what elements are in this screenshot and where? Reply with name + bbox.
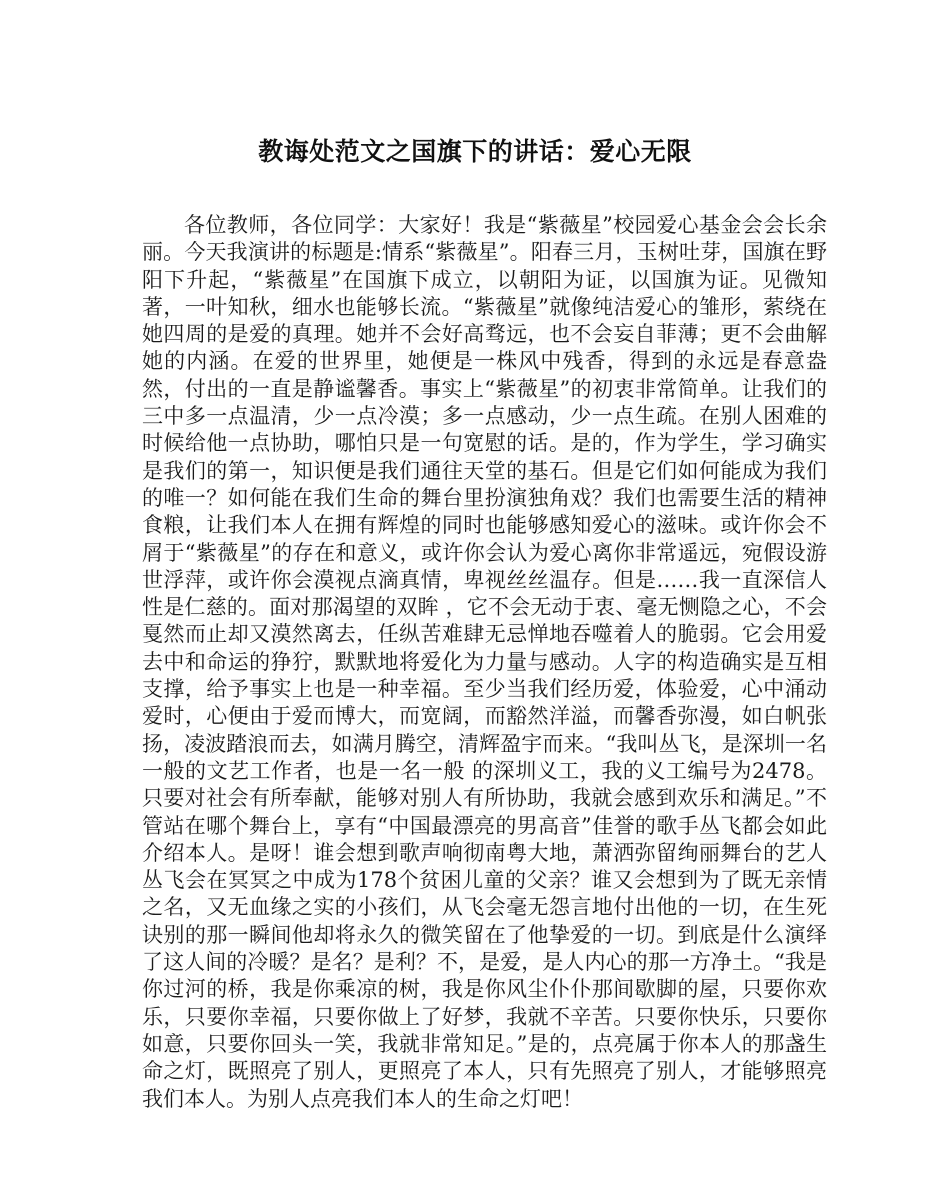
document-title: 教诲处范文之国旗下的讲话：爱心无限 [258, 137, 692, 166]
document-body-paragraph: 各位教师，各位同学：大家好！我是“紫薇星”校园爱心基金会会长余丽。今天我演讲的标题是:情系“紫薇星”。阳春三月，玉树吐芽，国旗在野阳下升起，“紫薇星”在国旗下成立，以朝阳为证，以国旗为证。见微知著，一叶知秋，细水也能够长流。“紫薇星”就像纯洁爱心的雏形，萦绕在她四周的是爱的真理。她并不会好高骛远，也不会妄自菲薄；更不会曲解她的内涵。在爱的世界里，她便是一株风中残香，得到的永远是春意盎然，付出的一直是静谧馨香。事实上“紫薇星”的初衷非常简单。让我们的三中多一点温清，少一点冷漠；多一点感动，少一点生疏。在别人困难的时候给他一点协助，哪怕只是一句宽慰的话。是的，作为学生，学习确实是我们的第一，知识便是我们通往天堂的基石。但是它们如何能成为我们的唯一？如何能在我们生命的舞台里扮演独角戏？我们也需要生活的精神食粮，让我们本人在拥有辉煌的同时也能够感知爱心的滋味。或许你会不屑于“紫薇星”的存在和意义，或许你会认为爱心离你非常遥远，宛假设游世浮萍，或许你会漠视点滴真情，卑视丝丝温存。但是……我一直深信人性是仁慈的。面对那渴望的双眸 ，它不会无动于衷、毫无恻隐之心，不会戛然而止却又漠然离去，任纵苦难肆无忌惮地吞噬着人的脆弱。它会用爱去中和命运的狰狞，默默地将爱化为力量与感动。人字的构造确实是互相支撑，给予事实上也是一种幸福。至少当我们经历爱，体验爱，心中涌动爱时，心便由于爱而博大，而宽阔，而豁然洋溢，而馨香弥漫，如白帆张扬，凌波踏浪而去，如满月腾空，清辉盈宇而来。“我叫丛飞，是深圳一名一般的文艺工作者，也是一名一般 的深圳义工，我的义工编号为2478。只要对社会有所奉献，能够对别人有所协助，我就会感到欢乐和满足。”不管站在哪个舞台上，享有“中国最漂亮的男高音”佳誉的歌手丛飞都会如此介绍本人。是呀！谁会想到歌声响彻南粤大地，萧洒弥留绚丽舞台的艺人丛飞会在冥冥之中成为178个贫困儿童的父亲？谁又会想到为了既无亲情之名，又无血缘之实的小孩们，从飞会毫无怨言地付出他的一切，在生死诀别的那一瞬间他却将永久的微笑留在了他挚爱的一切。到底是什么演绎了这人间的冷暖？是名？是利？不，是爱，是人内心的那一方净土。“我是你过河的桥，我是你乘凉的树，我是你风尘仆仆那间歇脚的屋，只要你欢乐，只要你幸福，只要你做上了好梦，我就不辛苦。只要你快乐，只要你如意，只要你回头一笑，我就非常知足。”是的，点亮属于你本人的那盏生命之灯，既照亮了别人，更照亮了本人，只有先照亮了别人，才能够照亮我们本人。为别人点亮我们本人的生命之灯吧！ [142, 213, 827, 1111]
